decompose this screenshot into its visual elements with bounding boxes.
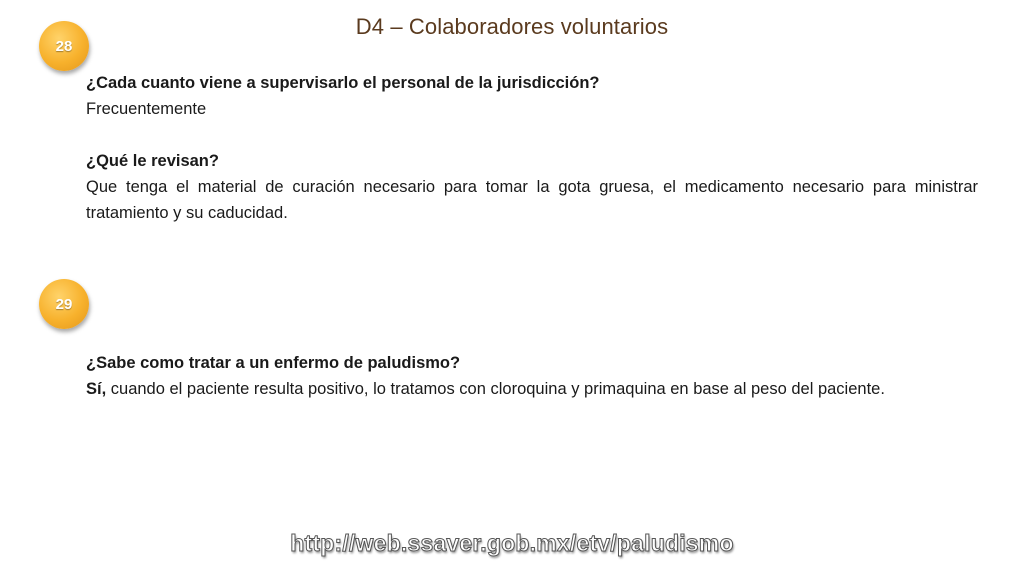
question-treat-malaria: ¿Sabe como tratar a un enfermo de paludismo?	[86, 354, 461, 372]
number-badge-29	[39, 279, 89, 329]
slide-title: D4 – Colaboradores voluntarios	[355, 14, 669, 39]
question-supervision-frequency: ¿Cada cuanto viene a supervisarlo el personal de la jurisdicción?	[86, 74, 600, 92]
answer-treat-malaria	[86, 376, 978, 402]
answer-yes: Sí,	[86, 380, 107, 398]
number-badge-28	[39, 21, 89, 71]
qa-block-29	[86, 350, 978, 402]
badge-number: 29	[55, 295, 73, 313]
footer-url-link[interactable]: http://web.ssaver.gob.mx/etv/paludismo	[290, 530, 734, 556]
spacer	[86, 122, 978, 148]
question-what-reviewed: ¿Qué le revisan?	[86, 152, 219, 170]
answer-detail: cuando el paciente resulta positivo, lo tratamos con cloroquina y primaquina en base al peso del paciente.	[106, 380, 885, 398]
qa-block-28	[86, 70, 978, 226]
answer-supervision-frequency: Frecuentemente	[86, 100, 207, 118]
badge-number: 28	[55, 37, 73, 55]
answer-what-reviewed: Que tenga el material de curación necesario para tomar la gota gruesa, el medicamento necesario para ministrar tratamiento y su caducidad.	[86, 178, 978, 222]
